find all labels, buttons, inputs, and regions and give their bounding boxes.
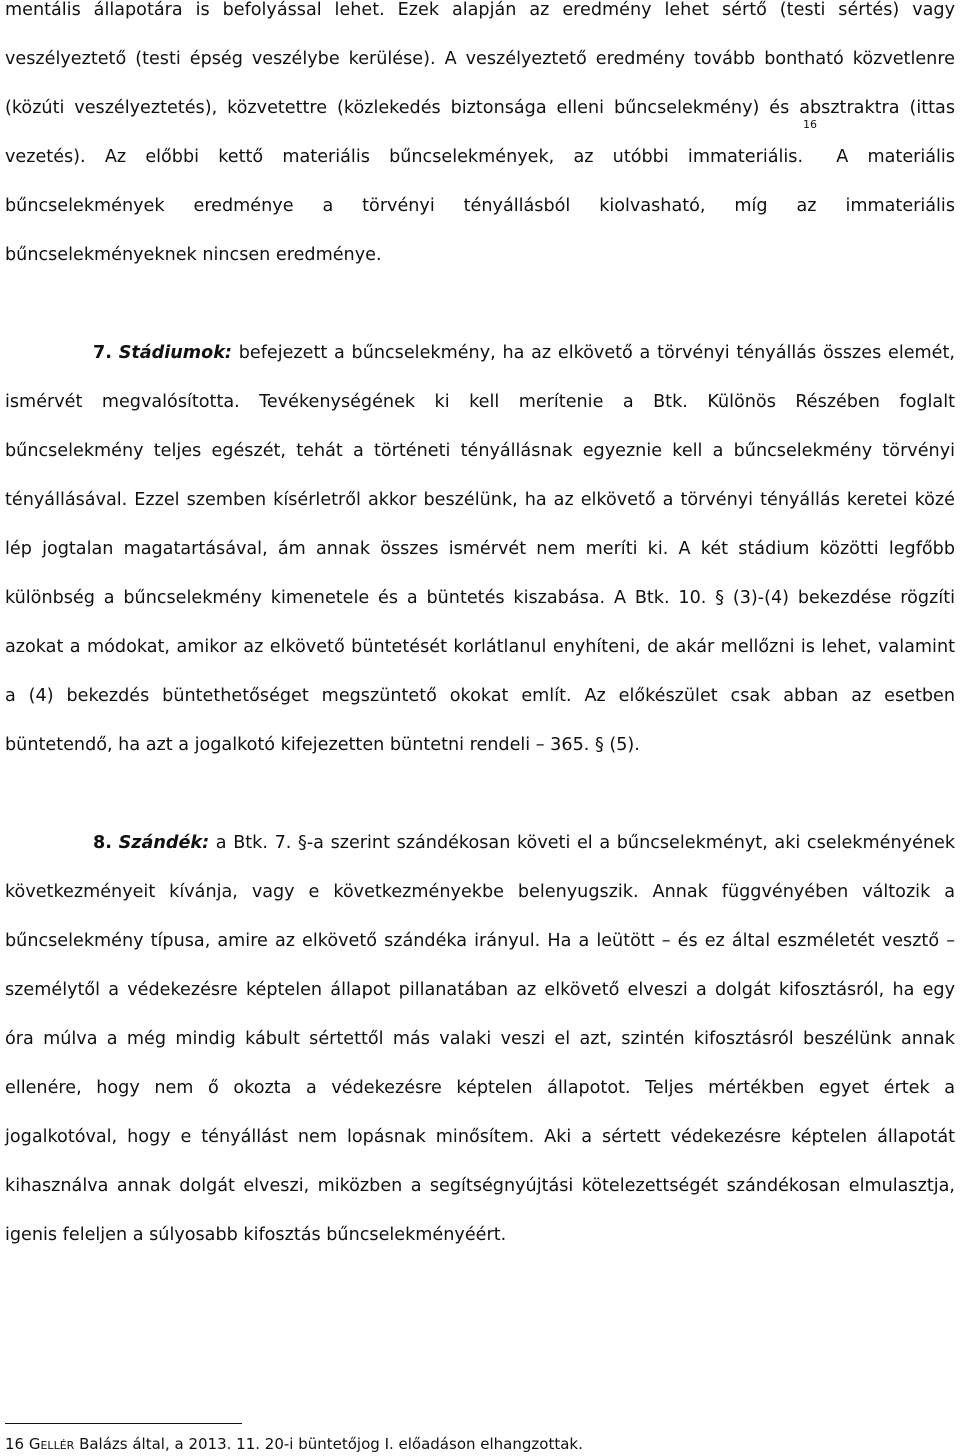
section-heading: Szándék: bbox=[118, 833, 210, 853]
section-number: 7. bbox=[93, 343, 112, 363]
section-body: befejezett a bűncselekmény, ha az elkövető a törvényi tényállás összes elemét, ismérvét megvalósította. Tevékenységének ki kell merítenie a Btk. Különös Részében foglalt bűncselekmény teljes egészét, tehát a történeti tényállásnak egyeznie kell a bűncselekmény törvényi tényállásával. Ezzel szemben kísérletről akkor beszélünk, ha az elkövető a törvényi tényállás keretei közé lép jogtalan magatartásával, ám annak összes ismérvét nem meríti ki. A két stádium közötti legfőbb különbség a bűncselekmény kimenetele és a büntetés kiszabása. A Btk. 10. § (3)-(4) bekezdése rögzíti azokat a módokat, amikor az elkövető büntetését korlátlanul enyhíteni, de akár mellőzni is lehet, valamint a (4) bekezdés büntethetőséget megszüntető okokat említ. Az előkészület csak abban az esetben büntetendő, ha azt a jogalkotó kifejezetten büntetni rendeli – 365. § (5). bbox=[5, 343, 955, 755]
document-page bbox=[5, 0, 955, 1260]
footnote-author-rest: ellér bbox=[40, 1435, 75, 1453]
section-body: a Btk. 7. §-a szerint szándékosan követi el a bűncselekményt, aki cselekményének következményeit kívánja, vagy e következményekbe belenyugszik. Annak függvényében változik a bűncselekmény típusa, amire az elkövető szándéka irányul. Ha a leütött – és ez által eszméletét vesztő – személytől a védekezésre képtelen állapot pillanatában az elkövető elveszi a dolgát kifosztásról, ha egy óra múlva a még mindig kábult sértettől más valaki veszi el azt, szintén kifosztásról beszélünk annak ellenére, hogy nem ő okozta a védekezésre képtelen állapotot. Teljes mértékben egyet értek a jogalkotóval, hogy e tényállást nem lopásnak minősítem. Aki a sértett védekezésre képtelen állapotát kihasználva annak dolgát elveszi, miközben a segítségnyújtási kötelezettségét szándékosan elmulasztja, igenis feleljen a súlyosabb kifosztás bűncselekményéért. bbox=[5, 833, 956, 1245]
section-intent bbox=[5, 819, 955, 1260]
section-number: 8. bbox=[93, 833, 112, 853]
section-stages bbox=[5, 329, 955, 770]
footnote-reference[interactable]: 16 bbox=[803, 118, 818, 131]
paragraph-text-after-ref: A materiális bűncselekmények eredménye a törvényi tényállásból kiolvasható, míg az immateriális bűncselekményeknek nincsen eredménye. bbox=[5, 147, 955, 265]
section-heading: Stádiumok: bbox=[118, 343, 232, 363]
footnote-author-initial: G bbox=[28, 1435, 41, 1453]
paragraph-text-before-ref: mentális állapotára is befolyással lehet. Ezek alapján az eredmény lehet sértő (testi sértés) vagy veszélyeztető (testi épség veszélybe kerülése). A veszélyeztető eredmény tovább bontható közvetlenre (közúti veszélyeztetés), közvetettre (közlekedés biztonsága elleni bűncselekmény) és absztraktra (ittas vezetés). Az előbbi kettő materiális bűncselekmények, az utóbbi immateriális. bbox=[5, 0, 955, 167]
footnote-divider bbox=[5, 1423, 242, 1424]
footnote bbox=[5, 1434, 583, 1454]
footnote-text: Balázs által, a 2013. 11. 20-i büntetőjog I. előadáson elhangzottak. bbox=[74, 1435, 583, 1453]
footnote-number: 16 bbox=[5, 1435, 29, 1453]
paragraph-result-types bbox=[5, 0, 955, 280]
